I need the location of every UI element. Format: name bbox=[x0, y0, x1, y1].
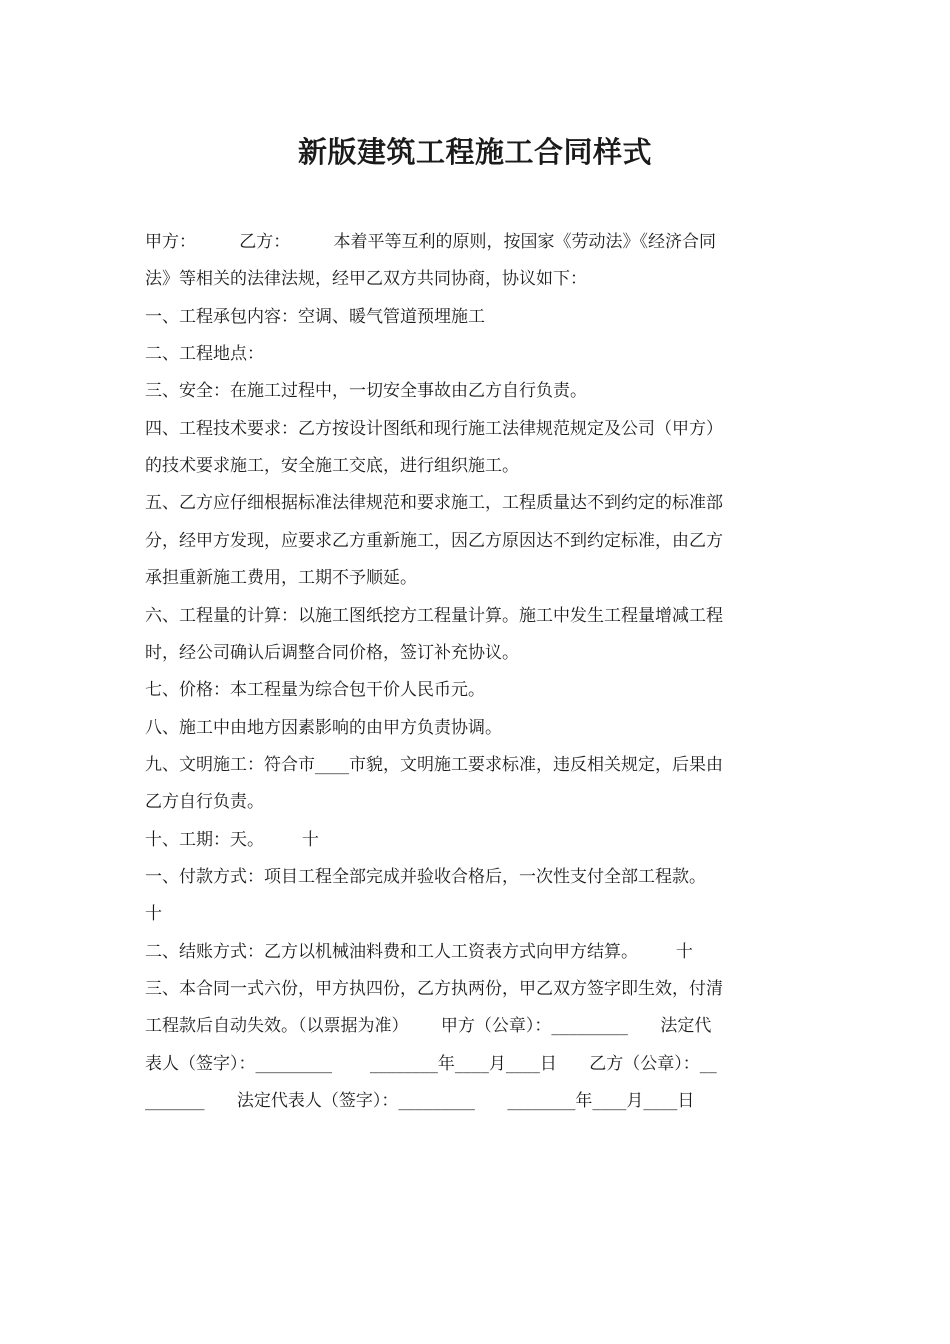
text-line: 工程款后自动失效。（以票据为准） 甲方（公章）：_________ 法定代 bbox=[145, 1016, 712, 1036]
text-line: 甲方： 乙方： 本着平等互利的原则，按国家《劳动法》《经济合同 bbox=[145, 232, 716, 252]
text-line: 时，经公司确认后调整合同价格，签订补充协议。 bbox=[145, 643, 519, 663]
text-line: 八、施工中由地方因素影响的由甲方负责协调。 bbox=[145, 718, 502, 738]
text-line: 七、价格：本工程量为综合包干价人民币元。 bbox=[145, 680, 485, 700]
text-line: 表人（签字）：_________ ________年____月____日 乙方（公章）：__ bbox=[145, 1054, 717, 1074]
text-line: 一、付款方式：项目工程全部完成并验收合格后，一次性支付全部工程款。 bbox=[145, 867, 706, 887]
text-line: _______ 法定代表人（签字）：_________ ________年____月____日 bbox=[145, 1091, 695, 1111]
text-line: 九、文明施工：符合市____市貌，文明施工要求标准，违反相关规定，后果由 bbox=[145, 755, 723, 775]
text-line: 二、结账方式：乙方以机械油料费和工人工资表方式向甲方结算。 十 bbox=[145, 942, 693, 962]
text-line: 四、工程技术要求：乙方按设计图纸和现行施工法律规范规定及公司（甲方） bbox=[145, 419, 723, 439]
text-line: 承担重新施工费用，工期不予顺延。 bbox=[145, 568, 417, 588]
text-line: 分，经甲方发现，应要求乙方重新施工，因乙方原因达不到约定标准，由乙方 bbox=[145, 531, 723, 551]
text-line: 三、本合同一式六份，甲方执四份，乙方执两份，甲乙双方签字即生效，付清 bbox=[145, 979, 723, 999]
text-line: 六、工程量的计算：以施工图纸挖方工程量计算。施工中发生工程量增减工程 bbox=[145, 606, 723, 626]
text-line: 三、安全：在施工过程中，一切安全事故由乙方自行负责。 bbox=[145, 381, 587, 401]
document-title: 新版建筑工程施工合同样式 bbox=[297, 135, 652, 169]
text-line: 十、工期：天。 十 bbox=[145, 830, 319, 850]
text-line: 十 bbox=[145, 904, 162, 924]
text-line: 法》等相关的法律法规，经甲乙双方共同协商，协议如下： bbox=[145, 269, 587, 289]
text-line: 二、工程地点： bbox=[145, 344, 264, 364]
text-line: 的技术要求施工，安全施工交底，进行组织施工。 bbox=[145, 456, 519, 476]
text-line: 五、乙方应仔细根据标准法律规范和要求施工，工程质量达不到约定的标准部 bbox=[145, 493, 723, 513]
text-line: 一、工程承包内容：空调、暖气管道预埋施工 bbox=[145, 307, 485, 327]
text-line: 乙方自行负责。 bbox=[145, 792, 264, 812]
